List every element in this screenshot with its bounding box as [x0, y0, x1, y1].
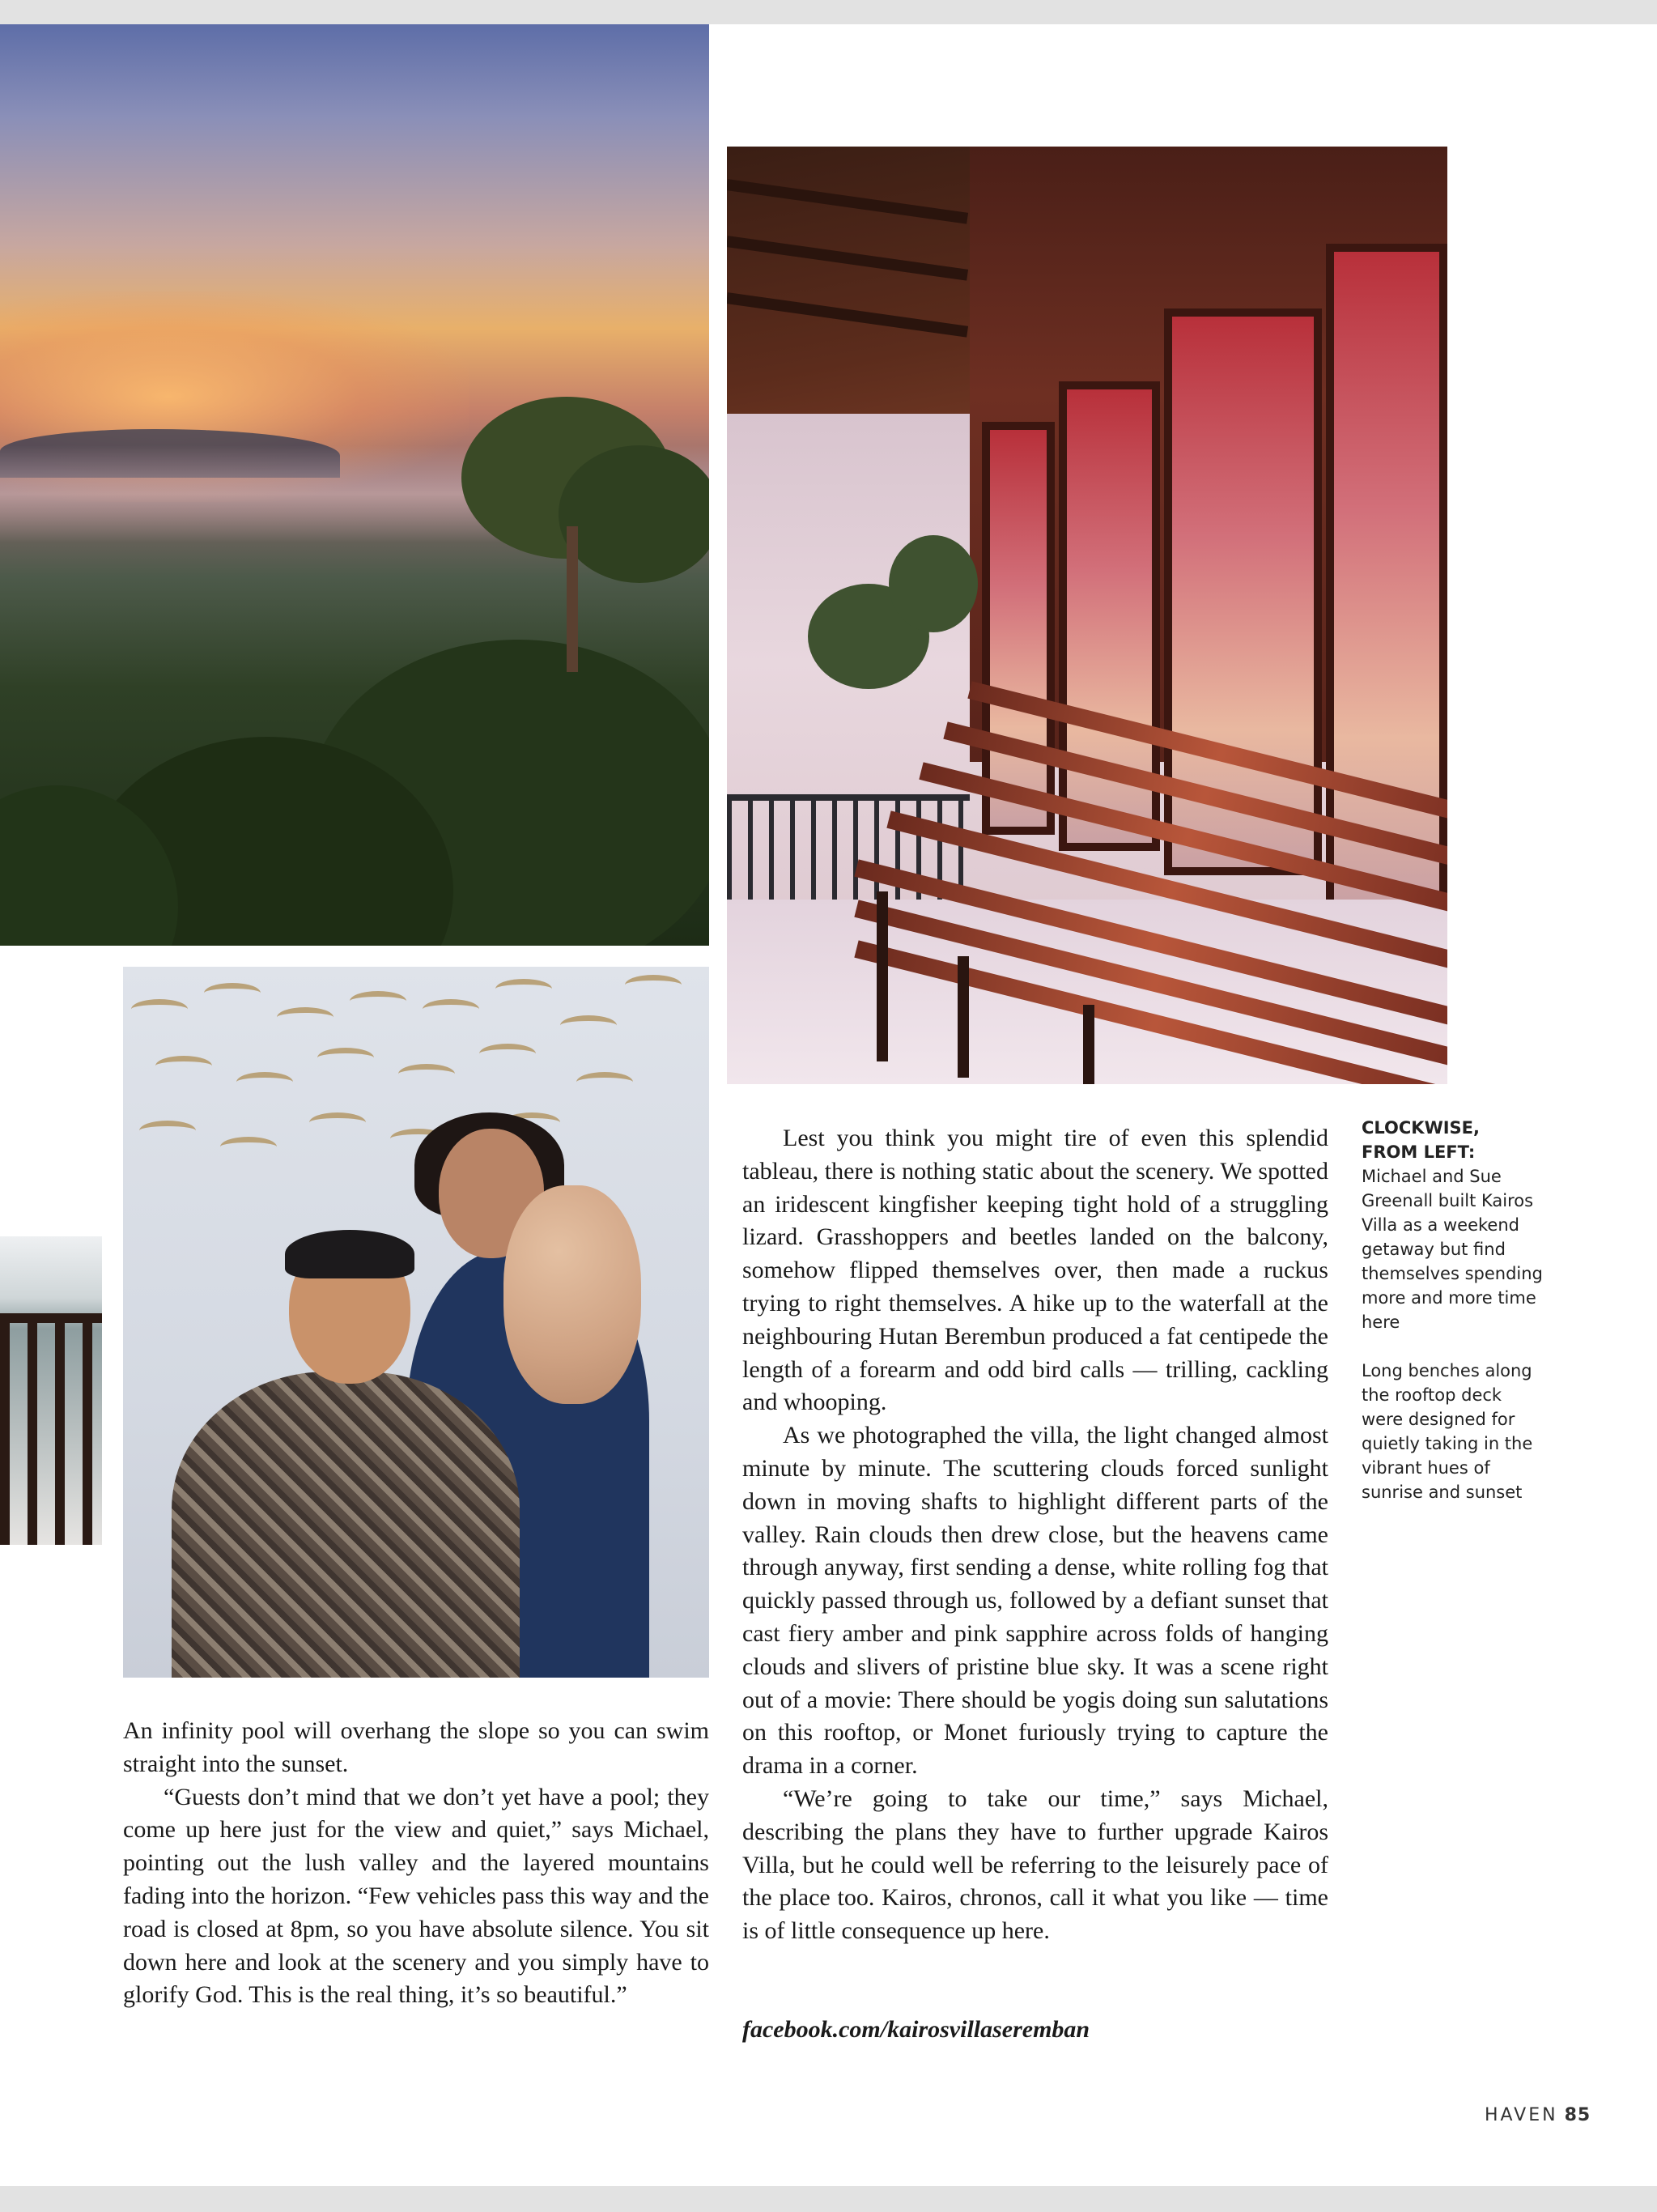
bird-sculpture — [309, 1112, 366, 1133]
caption-heading-line: CLOCKWISE, — [1362, 1118, 1481, 1138]
article-column-right — [742, 1122, 1328, 1948]
caption-heading — [1362, 1116, 1548, 1164]
caption-text: Michael and Sue Greenall built Kairos Villa as a weekend getaway but find themselves spending more and more time here — [1362, 1167, 1543, 1332]
page-folio — [1485, 2105, 1591, 2125]
bird-sculpture — [479, 1044, 536, 1064]
bird-sculpture — [204, 983, 261, 1003]
article-paragraph: As we photographed the villa, the light changed almost minute by minute. The scuttering clouds forced sunlight down in moving shafts to highlight different parts of the valley. Rain clouds then drew close, but the heavens came through anyway, first sending a dense, white rolling fog that quickly passed through us, followed by a defiant sunset that cast fiery amber and pink sapphire across folds of hanging clouds and slivers of pristine blue sky. It was a scene right out of a movie: There should be yogis doing sun salutations on this rooftop, or Monet furiously trying to capture the drama in a corner. — [742, 1422, 1328, 1780]
page-number: 85 — [1564, 2105, 1591, 2125]
bird-sculpture — [155, 1056, 212, 1076]
bird-sculpture — [317, 1048, 374, 1068]
bird-sculpture — [423, 999, 479, 1019]
bird-sculpture — [576, 1072, 633, 1092]
article-column-left — [123, 1715, 709, 2012]
valley-sunrise-photo — [0, 24, 709, 946]
man-figure — [172, 1372, 520, 1678]
man-hair — [285, 1230, 414, 1278]
magazine-name: HAVEN — [1485, 2105, 1558, 2125]
article-paragraph: Lest you think you might tire of even this splendid tableau, there is nothing static about the scenery. We spotted an iridescent kingfisher keeping tight hold of a struggling lizard. Grasshoppers and beetles landed on the balcony, somehow flipped themselves over, then made a ruckus trying to right themselves. A hike up to the waterfall at the neighbouring Hutan Berembun produced a fat centipede the length of a forearm and odd bird calls — trilling, cackling and whooping. — [742, 1125, 1328, 1416]
michael-and-sue-with-dog-photo — [123, 967, 709, 1678]
bird-sculpture — [560, 1015, 617, 1036]
facebook-link[interactable]: facebook.com/kairosvillaseremban — [742, 2016, 1090, 2043]
bottom-border — [0, 2186, 1657, 2212]
article-paragraph: “We’re going to take our time,” says Michael, describing the plans they have to further upgrade Kairos Villa, but he could well be referring to the leisurely pace of the place too. Kairos, chronos, call it what you like — time is of little consequence up here. — [742, 1784, 1328, 1945]
bird-sculpture — [236, 1072, 293, 1092]
bench-leg — [958, 956, 969, 1078]
bird-sculpture — [625, 975, 682, 995]
bench-leg — [1083, 1005, 1094, 1084]
bird-sculpture — [139, 1121, 196, 1141]
top-border — [0, 0, 1657, 24]
bird-sculpture — [398, 1064, 455, 1084]
bird-sculpture — [350, 991, 406, 1011]
bird-sculpture — [131, 999, 188, 1019]
caption-heading-line: FROM LEFT: — [1362, 1142, 1476, 1162]
tree-trunk — [567, 526, 578, 672]
rooftop-benches-photo — [727, 147, 1447, 1084]
balcony-railing — [0, 1313, 102, 1545]
distant-tree — [889, 535, 978, 632]
glass-window — [982, 422, 1055, 835]
bird-sculpture — [220, 1137, 277, 1157]
balcony-edge-photo — [0, 1236, 102, 1545]
article-paragraph: “Guests don’t mind that we don’t yet have a pool; they come up here just for the view and quiet,” says Michael, pointing out the lush valley and the layered mountains fading into the horizon. “Few vehicles pass this way and the road is closed at 8pm, so you have absolute silence. You sit down here and look at the scenery and you simply have to glorify God. This is the real thing, it’s so beautiful.” — [123, 1783, 709, 2009]
bird-sculpture — [495, 979, 552, 999]
caption-text: Long benches along the rooftop deck were designed for quietly taking in the vibrant hues of sunrise and sunset — [1362, 1361, 1533, 1502]
poodle-dog — [503, 1185, 641, 1404]
bird-sculpture — [277, 1007, 334, 1027]
bench-leg — [877, 891, 888, 1061]
photo-caption — [1362, 1116, 1548, 1529]
tree-canopy — [559, 445, 709, 583]
article-paragraph: An infinity pool will overhang the slope so you can swim straight into the sunset. — [123, 1717, 709, 1777]
